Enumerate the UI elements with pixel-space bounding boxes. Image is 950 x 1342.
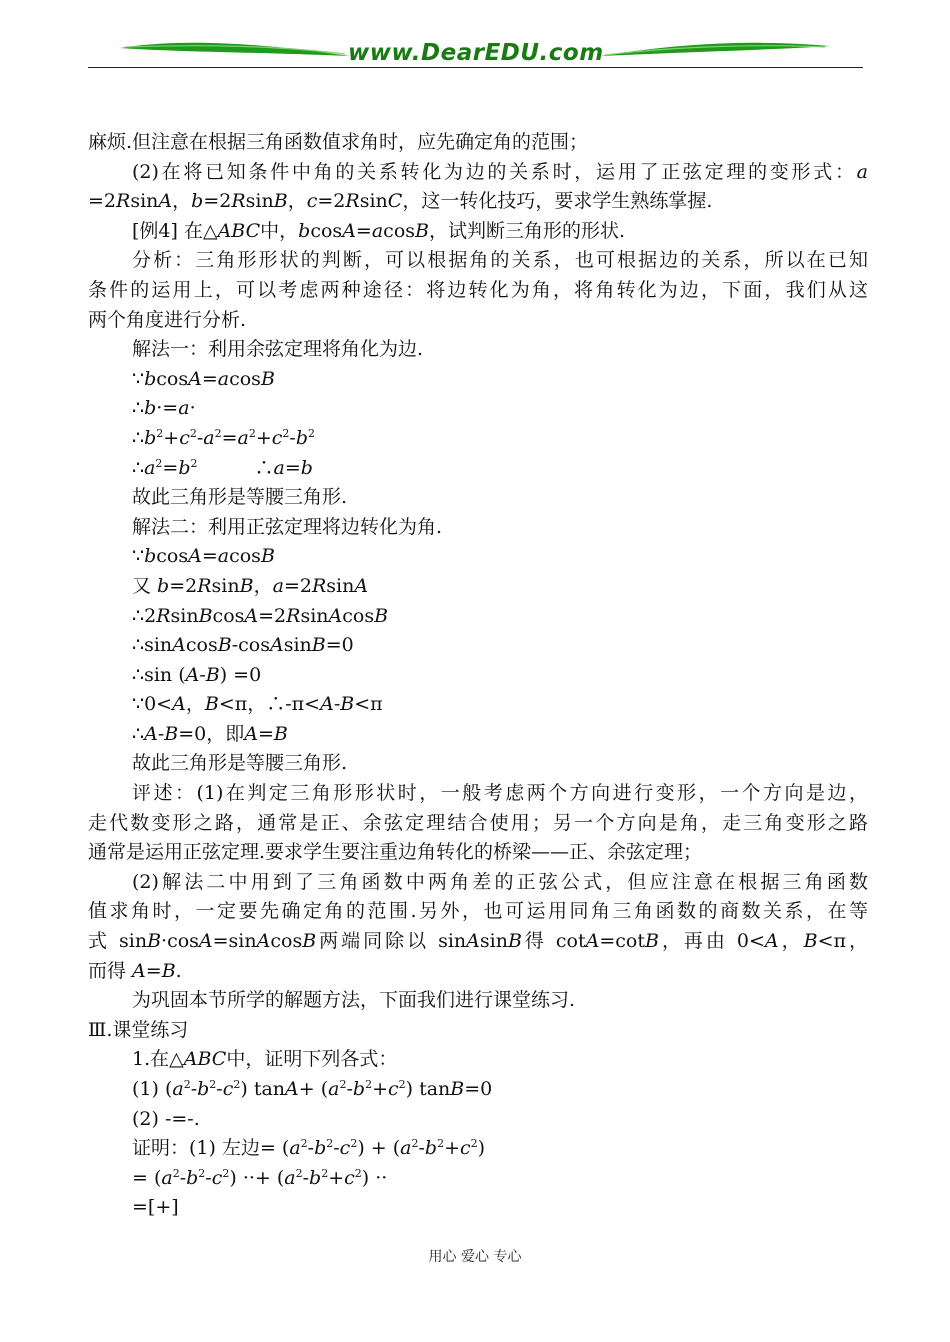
- math-line: (2) -=-.: [132, 1107, 200, 1130]
- math-line: 又 b=2RsinB，a=2RsinA: [132, 574, 369, 597]
- site-logo-text: www.DearEDU.com: [348, 40, 604, 66]
- paragraph-line: 而得 A=B.: [88, 959, 182, 982]
- math-line: = $(a^2-b^2-c^2)$ ··+ $(a^2-b^2+c^2)$ ··: [132, 1166, 388, 1189]
- solution-heading: 解法二：利用正弦定理将边转化为角.: [132, 515, 443, 538]
- paragraph-line: 麻烦.但注意在根据三角函数值求角时，应先确定角的范围；: [88, 131, 589, 153]
- paragraph-line: =2RsinA，b=2RsinB，c=2RsinC，这一转化技巧，要求学生熟练掌握.: [88, 190, 713, 213]
- paragraph-line: 故此三角形是等腰三角形.: [132, 752, 348, 775]
- page-footer: 用心 爱心 专心: [428, 1249, 522, 1265]
- paragraph-line: 条件的运用上，可以考虑两种途径：将边转化为角，将角转化为边，下面，我们从这: [88, 278, 868, 301]
- header-divider: [88, 67, 863, 68]
- math-line: ∵bcosA=acosB: [132, 545, 275, 568]
- math-line: ∴A-B=0，即A=B: [132, 722, 288, 745]
- paragraph-line: 故此三角形是等腰三角形.: [132, 486, 348, 509]
- paragraph-line: (2)解法二中用到了三角函数中两角差的正弦公式，但应注意在根据三角函数: [132, 870, 868, 893]
- math-line: (1) $(a^2-b^2-c^2)$ $\tan A+ (a^2-b^2+c^2)$ tanB=0: [132, 1078, 493, 1100]
- math-line: ∵bcosA=acosB: [132, 367, 275, 390]
- paragraph-line: (2)在将已知条件中角的关系转化为边的关系时，运用了正弦定理的变形式：a: [132, 160, 868, 183]
- paragraph-line: 式 sinB·cosA=sinAcosB两端同除以 sinAsinB得 cotA=cotB，再由 0<A，B<π，: [88, 930, 868, 953]
- math-line: $\therefore b^2+c^2-a^2=a^2+c^2-b^2$: [132, 426, 316, 449]
- math-line: ∴sin (A-B) =0: [132, 663, 262, 686]
- section-heading: Ⅲ.课堂练习: [88, 1018, 189, 1041]
- solution-heading: 解法一：利用余弦定理将角化为边.: [132, 338, 424, 361]
- math-line: 证明：(1) 左边= $(a^2-b^2-c^2) + (a^2-b^2+c^2)$: [132, 1137, 486, 1160]
- math-line: ∴sinAcosB-cosAsinB=0: [132, 634, 354, 657]
- math-line: $\therefore a^2=b^2$ ∴a=b: [132, 456, 313, 479]
- paragraph-line: 值求角时，一定要先确定角的范围.另外，也可运用同角三角函数的商数关系，在等: [88, 900, 868, 923]
- math-line: ∴b·=a·: [132, 397, 196, 420]
- example-heading: [例4] 在△ABC中，bcosA=acosB，试判断三角形的形状.: [132, 219, 626, 242]
- document-body: [88, 128, 868, 1223]
- paragraph-line: 两个角度进行分析.: [88, 308, 247, 331]
- paragraph-line: 通常是运用正弦定理.要求学生要注重边角转化的桥梁——正、余弦定理；: [88, 841, 703, 864]
- exercise-line: 1.在△ABC中，证明下列各式：: [132, 1048, 398, 1071]
- paragraph-line: 为巩固本节所学的解题方法，下面我们进行课堂练习.: [132, 989, 576, 1012]
- paragraph-line: 走代数变形之路，通常是正、余弦定理结合使用；另一个方向是角，走三角变形之路: [88, 811, 868, 834]
- math-line: ∵0<A，B<π，∴-π<A-B<π: [132, 693, 383, 716]
- paragraph-line: 分析：三角形形状的判断，可以根据角的关系，也可根据边的关系，所以在已知: [132, 249, 868, 272]
- page-header: [0, 0, 950, 90]
- math-line: ∴2RsinBcosA=2RsinAcosB: [132, 604, 389, 627]
- paragraph-line: 评述：(1)在判定三角形形状时，一般考虑两个方向进行变形，一个方向是边，: [132, 782, 868, 805]
- math-line: =[+]: [132, 1196, 179, 1219]
